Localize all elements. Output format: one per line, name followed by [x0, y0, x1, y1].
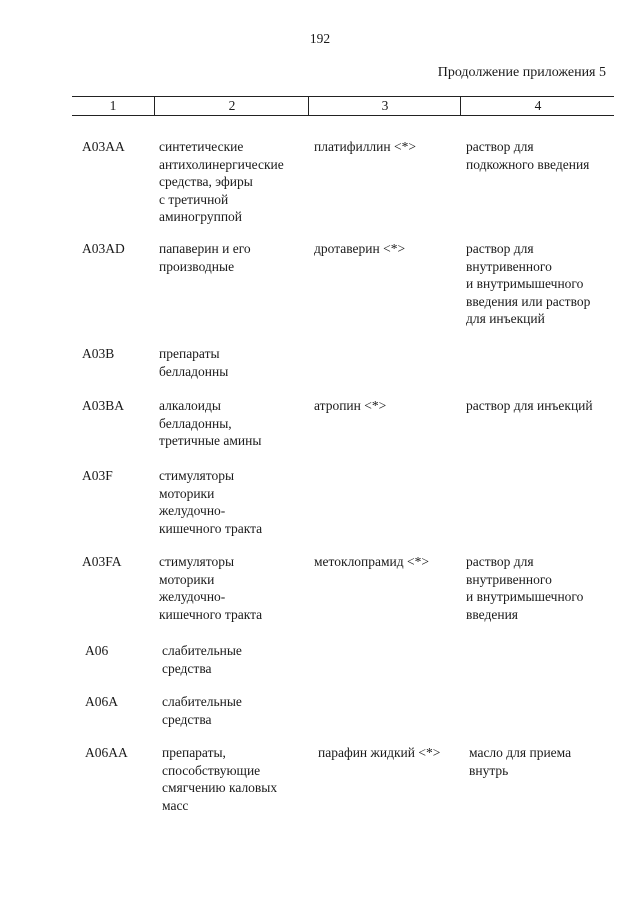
cell-line: кишечного тракта: [159, 520, 263, 536]
cell-line: слабительные: [162, 694, 242, 709]
cell-group: [162, 642, 310, 677]
cell-line: раствор для: [466, 139, 534, 154]
cell-line: и внутримышечного: [466, 589, 584, 604]
cell-line: моторики: [159, 571, 215, 587]
cell-group: [159, 553, 307, 623]
cell-form: [466, 138, 616, 173]
page-number: 192: [309, 31, 331, 46]
cell-line: папаверин и его: [159, 241, 251, 256]
cell-code: A03AD: [82, 241, 125, 256]
cell-line: парафин жидкий <*>: [318, 745, 441, 760]
cell-form: [466, 397, 616, 415]
cell-group: [159, 397, 307, 450]
cell-form: [466, 240, 616, 328]
cell-line: введения или раствор: [466, 293, 591, 309]
cell-line: белладонны: [159, 363, 229, 379]
cell-code: A06AA: [85, 745, 128, 760]
cell-line: кишечного тракта: [159, 606, 263, 622]
cell-line: для инъекций: [466, 311, 545, 326]
cell-line: и внутримышечного: [466, 276, 584, 291]
cell-line: раствор для: [466, 241, 534, 256]
cell-group: [159, 467, 307, 537]
cell-line: метоклопрамид <*>: [314, 554, 430, 569]
cell-line: средства: [162, 711, 212, 727]
cell-line: слабительные: [162, 643, 242, 658]
cell-line: внутривенного: [466, 258, 552, 274]
cell-line: введения: [466, 606, 519, 622]
cell-line: раствор для: [466, 554, 534, 569]
cell-form: [469, 744, 619, 779]
cell-line: с третичной: [159, 191, 229, 207]
cell-line: способствующие: [162, 762, 261, 778]
cell-group: [159, 345, 307, 380]
cell-line: синтетические: [159, 139, 244, 154]
cell-line: внутрь: [469, 762, 509, 778]
cell-code: A03BA: [82, 398, 125, 413]
cell-line: подкожного введения: [466, 156, 590, 172]
cell-line: средства: [162, 660, 212, 676]
cell-group: [162, 693, 310, 728]
cell-code: A03F: [82, 468, 113, 483]
cell-line: желудочно-: [159, 503, 226, 518]
column-header-4: 4: [460, 97, 615, 115]
column-header-2: 2: [154, 97, 309, 115]
cell-drug: [314, 397, 464, 415]
cell-line: средства, эфиры: [159, 174, 253, 189]
cell-line: третичные амины: [159, 433, 262, 448]
cell-line: смягчению каловых: [162, 780, 278, 795]
cell-line: моторики: [159, 485, 215, 501]
cell-line: антихолинергические: [159, 156, 284, 172]
cell-line: масс: [162, 797, 189, 813]
cell-line: препараты,: [162, 745, 226, 760]
cell-drug: [314, 553, 464, 571]
cell-line: стимуляторы: [159, 554, 235, 569]
continuation-title: Продолжение приложения 5: [437, 65, 606, 80]
cell-code: A03AA: [82, 139, 125, 154]
cell-line: платифиллин <*>: [314, 139, 416, 154]
cell-line: аминогруппой: [159, 209, 243, 224]
cell-line: внутривенного: [466, 571, 552, 587]
column-header-3: 3: [308, 97, 461, 115]
cell-line: масло для приема: [469, 745, 572, 760]
cell-code: A03FA: [82, 554, 122, 569]
table-header: [72, 96, 614, 116]
cell-line: раствор для инъекций: [466, 398, 593, 413]
cell-code: A06A: [85, 694, 118, 709]
cell-line: алкалоиды: [159, 398, 221, 413]
cell-line: белладонны,: [159, 415, 232, 431]
cell-group: [159, 240, 307, 275]
cell-line: дротаверин <*>: [314, 241, 406, 256]
cell-group: [159, 138, 307, 226]
cell-drug: [318, 744, 468, 762]
cell-code: A06: [85, 643, 109, 658]
column-header-1: 1: [109, 98, 117, 113]
cell-line: производные: [159, 258, 235, 274]
cell-code: A03B: [82, 346, 115, 361]
cell-line: препараты: [159, 346, 220, 361]
cell-form: [466, 553, 616, 623]
cell-drug: [314, 240, 464, 258]
cell-line: атропин <*>: [314, 398, 387, 413]
cell-drug: [314, 138, 464, 156]
cell-group: [162, 744, 310, 814]
cell-line: стимуляторы: [159, 468, 235, 483]
cell-line: желудочно-: [159, 589, 226, 604]
